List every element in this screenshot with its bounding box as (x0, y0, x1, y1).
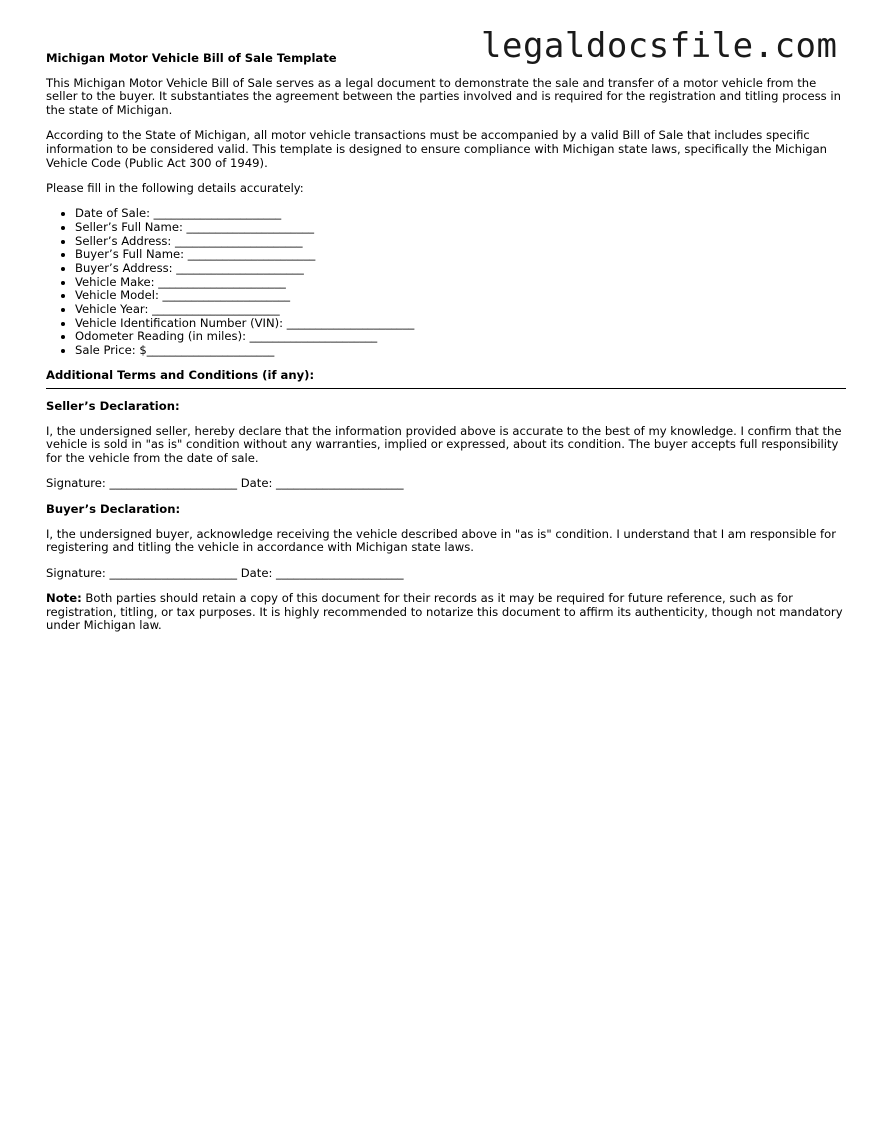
note-label: Note: (46, 590, 82, 605)
details-field-list (46, 207, 846, 358)
note-text: Both parties should retain a copy of this document for their records as it may be required for future reference, such as for registration, titling, or tax purposes. It is highly recommended to notarize this document to affirm its authenticity, though not mandatory under Michigan law. (46, 590, 843, 633)
field-vehicle-year: • Vehicle Year: ______________________ (75, 303, 846, 317)
additional-terms-heading: Additional Terms and Conditions (if any): (46, 367, 315, 382)
buyer-signature-text: Signature: ______________________ Date: ______________________ (46, 565, 404, 580)
field-vin: • Vehicle Identification Number (VIN): ______________________ (75, 317, 846, 331)
seller-signature-line (46, 477, 846, 491)
seller-signature-text: Signature: ______________________ Date: ______________________ (46, 476, 404, 491)
field-sale-price: • Sale Price: $______________________ (75, 344, 846, 358)
intro-paragraph-2: According to the State of Michigan, all motor vehicle transactions must be accompanied by a valid Bill of Sale that includes specific information to be considered valid. This template is designed to ensure compliance with Michigan state laws, specifically the Michigan Vehicle Code (Public Act 300 of 1949). (46, 128, 828, 170)
seller-declaration-heading: Seller’s Declaration: (46, 398, 180, 413)
buyer-declaration-heading: Buyer’s Declaration: (46, 501, 181, 516)
buyer-signature-line (46, 567, 846, 581)
field-date-of-sale: • Date of Sale: ______________________ (75, 207, 846, 221)
field-vehicle-make: • Vehicle Make: ______________________ (75, 276, 846, 290)
intro-paragraph-1: This Michigan Motor Vehicle Bill of Sale serves as a legal document to demonstrate the sale and transfer of a motor vehicle from the seller to the buyer. It substantiates the agreement between the parties involved and is required for the registration and titling process in the state of Michigan. (46, 75, 841, 118)
field-vehicle-model: • Vehicle Model: ______________________ (75, 289, 846, 303)
document-title: Michigan Motor Vehicle Bill of Sale Template (46, 51, 337, 65)
field-buyer-full-name: • Buyer’s Full Name: ______________________ (75, 248, 846, 262)
note-paragraph (46, 592, 846, 633)
instructions-text: Please fill in the following details accurately: (46, 180, 304, 195)
field-odometer-reading: • Odometer Reading (in miles): ______________________ (75, 330, 846, 344)
field-seller-address: • Seller’s Address: ______________________ (75, 235, 846, 249)
document-body (46, 52, 846, 645)
additional-terms-line (46, 388, 846, 389)
field-seller-full-name: • Seller’s Full Name: ______________________ (75, 221, 846, 235)
field-buyer-address: • Buyer’s Address: ______________________ (75, 262, 846, 276)
watermark-logo: legaldocsfile.com (481, 26, 838, 66)
seller-declaration-text: I, the undersigned seller, hereby declare that the information provided above is accurate to the best of my knowledge. I confirm that the vehicle is sold in "as is" condition without any warranties, implied or expressed, about its condition. The buyer accepts full responsibility for the vehicle from the date of sale. (46, 423, 842, 466)
buyer-declaration-text: I, the undersigned buyer, acknowledge receiving the vehicle described above in "as is" condition. I understand that I am responsible for registering and titling the vehicle in accordance with Michigan state laws. (46, 526, 836, 555)
